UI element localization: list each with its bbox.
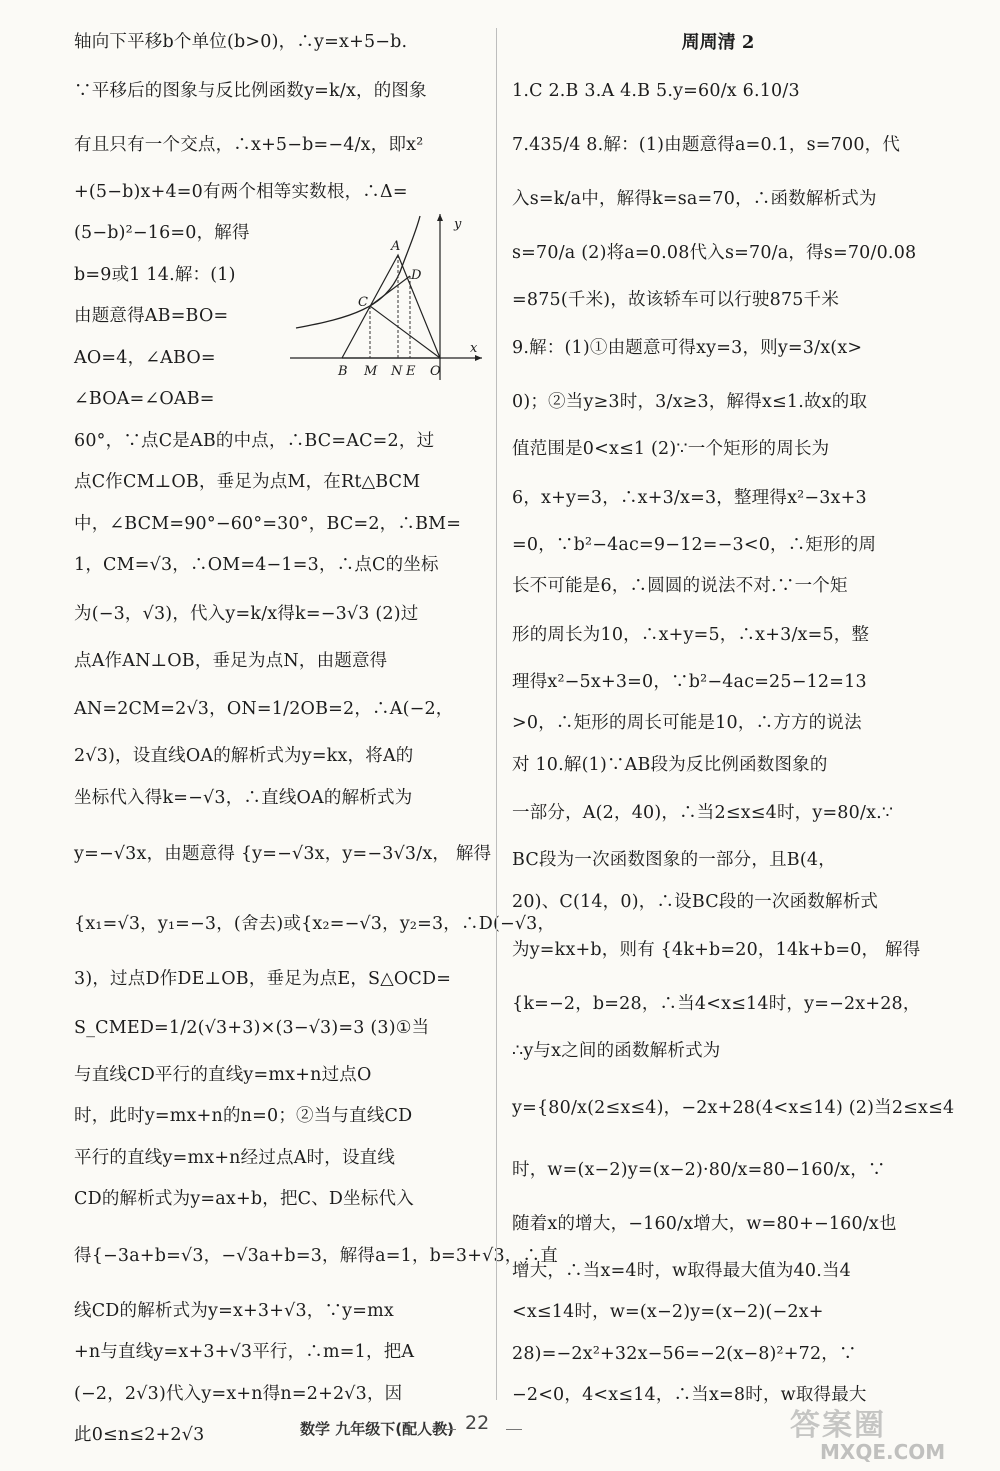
text-line: >0，∴矩形的周长可能是10，∴方方的说法 [512, 713, 862, 733]
point-e-label: E [406, 364, 416, 379]
text-line: 0)；②当y≥3时，3/x≥3，解得x≤1.故x的取 [512, 392, 868, 412]
text-line: 平行的直线y=mx+n经过点A时，设直线 [74, 1147, 396, 1168]
segment-cd [370, 276, 410, 306]
text-line: 时，此时y=mx+n的n=0；②当与直线CD [74, 1106, 413, 1126]
point-c-label: C [358, 295, 368, 310]
text-line: AN=2CM=2√3，ON=1/2OB=2，∴A(−2， [74, 699, 454, 719]
footer-dash-left [440, 1429, 456, 1430]
text-line: CD的解析式为y=ax+b，把C、D坐标代入 [74, 1189, 414, 1209]
watermark-url: MXQE.COM [820, 1440, 946, 1464]
text-line: 60°，∵点C是AB的中点，∴BC=AC=2，过 [74, 430, 435, 451]
point-a-label: A [391, 239, 401, 254]
text-line: ∴y与x之间的函数解析式为 [512, 1041, 721, 1061]
watermark [790, 1400, 990, 1468]
hyperbola-curve [296, 216, 420, 328]
text-line: S_CMED=1/2(√3+3)×(3−√3)=3 (3)①当 [74, 1017, 430, 1038]
text-line: 线CD的解析式为y=x+3+√3，∵y=mx [74, 1300, 394, 1321]
text-line: 中，∠BCM=90°−60°=30°，BC=2，∴BM= [74, 513, 462, 534]
geometry-figure [290, 210, 486, 382]
text-line: AO=4，∠ABO= [74, 347, 216, 368]
column-divider [496, 28, 497, 1400]
text-line: 坐标代入得k=−√3，∴直线OA的解析式为 [74, 787, 413, 808]
text-line: 3)，过点D作DE⊥OB，垂足为点E，S△OCD= [74, 969, 452, 989]
text-line: +(5−b)x+4=0有两个相等实数根，∴Δ= [74, 181, 408, 202]
text-line: BC段为一次函数图象的一部分，且B(4， [512, 850, 836, 870]
point-b-label: B [338, 364, 348, 379]
text-line: 理得x²−5x+3=0，∵b²−4ac=25−12=13 [512, 671, 867, 692]
text-line: 点A作AN⊥OB，垂足为点N，由题意得 [74, 650, 388, 671]
text-line: +n与直线y=x+3+√3平行，∴m=1，把A [74, 1342, 415, 1362]
text-line: ∠BOA=∠OAB= [74, 389, 215, 409]
text-line: =875(千米)，故该轿车可以行驶875千米 [512, 289, 840, 310]
point-n-label: N [391, 364, 403, 379]
text-line: 2√3)，设直线OA的解析式为y=kx，将A的 [74, 746, 414, 766]
text-line: (−2，2√3)代入y=x+n得n=2+2√3，因 [74, 1383, 403, 1404]
text-line: 为(−3，√3)，代入y=k/x得k=−3√3 (2)过 [74, 603, 419, 624]
text-line: 入s=k/a中，解得k=sa=70，∴函数解析式为 [512, 188, 877, 209]
text-line: 为y=kx+b，则有 {4k+b=20，14k+b=0， 解得 [512, 940, 921, 960]
text-line: 增大，∴当x=4时，w取得最大值为40.当4 [512, 1260, 852, 1281]
point-d-label: D [411, 268, 422, 283]
text-line: 得{−3a+b=√3，−√3a+b=3，解得a=1，b=3+√3，∴直 [74, 1245, 558, 1266]
geometry-figure-svg [290, 210, 486, 382]
text-line: {k=−2，b=28，∴当4<x≤14时，y=−2x+28， [512, 994, 921, 1014]
text-line: 值范围是0<x≤1 (2)∵一个矩形的周长为 [512, 439, 830, 459]
text-line: 1.C 2.B 3.A 4.B 5.y=60/x 6.10/3 [512, 80, 800, 101]
text-line: =0，∵b²−4ac=9−12=−3<0，∴矩形的周 [512, 534, 877, 555]
text-line: 形的周长为10，∴x+y=5，∴x+3/x=5，整 [512, 624, 870, 645]
right-column [512, 22, 955, 1417]
section-heading: 周周清 2 [681, 32, 755, 53]
text-line: y=−√3x，由题意得 {y=−√3x，y=−3√3/x， 解得 [74, 844, 492, 864]
x-axis-label: x [470, 341, 478, 356]
y-axis-arrow [437, 214, 443, 221]
text-line: 一部分，A(2，40)，∴当2≤x≤4时，y=80/x.∵ [512, 803, 894, 823]
footer-subject: 数学 九年级下(配人教) [300, 1420, 454, 1438]
page-number: 22 [465, 1412, 490, 1434]
text-line: ∵平移后的图象与反比例函数y=k/x，的图象 [74, 80, 427, 101]
text-line: 轴向下平移b个单位(b>0)，∴y=x+5−b. [74, 32, 408, 52]
text-line: 6，x+y=3，∴x+3/x=3，整理得x²−3x+3 [512, 487, 867, 508]
footer-dash-right [506, 1429, 522, 1430]
text-line: <x≤14时，w=(x−2)y=(x−2)(−2x+ [512, 1302, 824, 1322]
text-line: 此0≤n≤2+2√3 [74, 1425, 205, 1445]
text-line: (5−b)²−16=0，解得 [74, 223, 250, 243]
point-m-label: M [364, 364, 378, 379]
text-line: 由题意得AB=BO= [74, 306, 229, 326]
text-line: y={80/x(2≤x≤4)，−2x+28(4<x≤14) (2)当2≤x≤4 [512, 1097, 955, 1118]
text-line: s=70/a (2)将a=0.08代入s=70/a，得s=70/0.08 [512, 242, 917, 263]
text-line: 随着x的增大，−160/x增大，w=80+−160/x也 [512, 1213, 897, 1234]
text-line: 9.解：(1)①由题意可得xy=3，则y=3/x(x> [512, 338, 863, 358]
text-line: 点C作CM⊥OB，垂足为点M，在Rt△BCM [74, 472, 421, 492]
text-line: 对 10.解(1)∵AB段为反比例函数图象的 [512, 754, 828, 775]
text-line: −2<0，4<x≤14，∴当x=8时，w取得最大 [512, 1385, 867, 1405]
text-line: 1，CM=√3，∴OM=4−1=3，∴点C的坐标 [74, 555, 439, 575]
text-line: 时，w=(x−2)y=(x−2)·80/x=80−160/x，∵ [512, 1159, 886, 1180]
point-o-label: O [430, 364, 441, 379]
text-line: 有且只有一个交点，∴x+5−b=−4/x，即x² [74, 134, 424, 155]
text-line: 与直线CD平行的直线y=mx+n过点O [74, 1064, 372, 1085]
text-line: {x₁=√3，y₁=−3，(舍去)或{x₂=−√3，y₂=3，∴D(−√3， [74, 914, 556, 934]
text-line: 长不可能是6，∴圆圆的说法不对.∵一个矩 [512, 576, 848, 596]
text-line: b=9或1 14.解：(1) [74, 264, 236, 285]
watermark-logo: 答案圈 [790, 1408, 886, 1443]
text-line: 20)、C(14，0)，∴设BC段的一次函数解析式 [512, 891, 879, 912]
text-line: 7.435/4 8.解：(1)由题意得a=0.1，s=700，代 [512, 134, 901, 155]
text-line: 28)=−2x²+32x−56=−2(x−8)²+72，∵ [512, 1343, 857, 1364]
triangle-abo [342, 255, 440, 358]
y-axis-label: y [454, 217, 462, 232]
